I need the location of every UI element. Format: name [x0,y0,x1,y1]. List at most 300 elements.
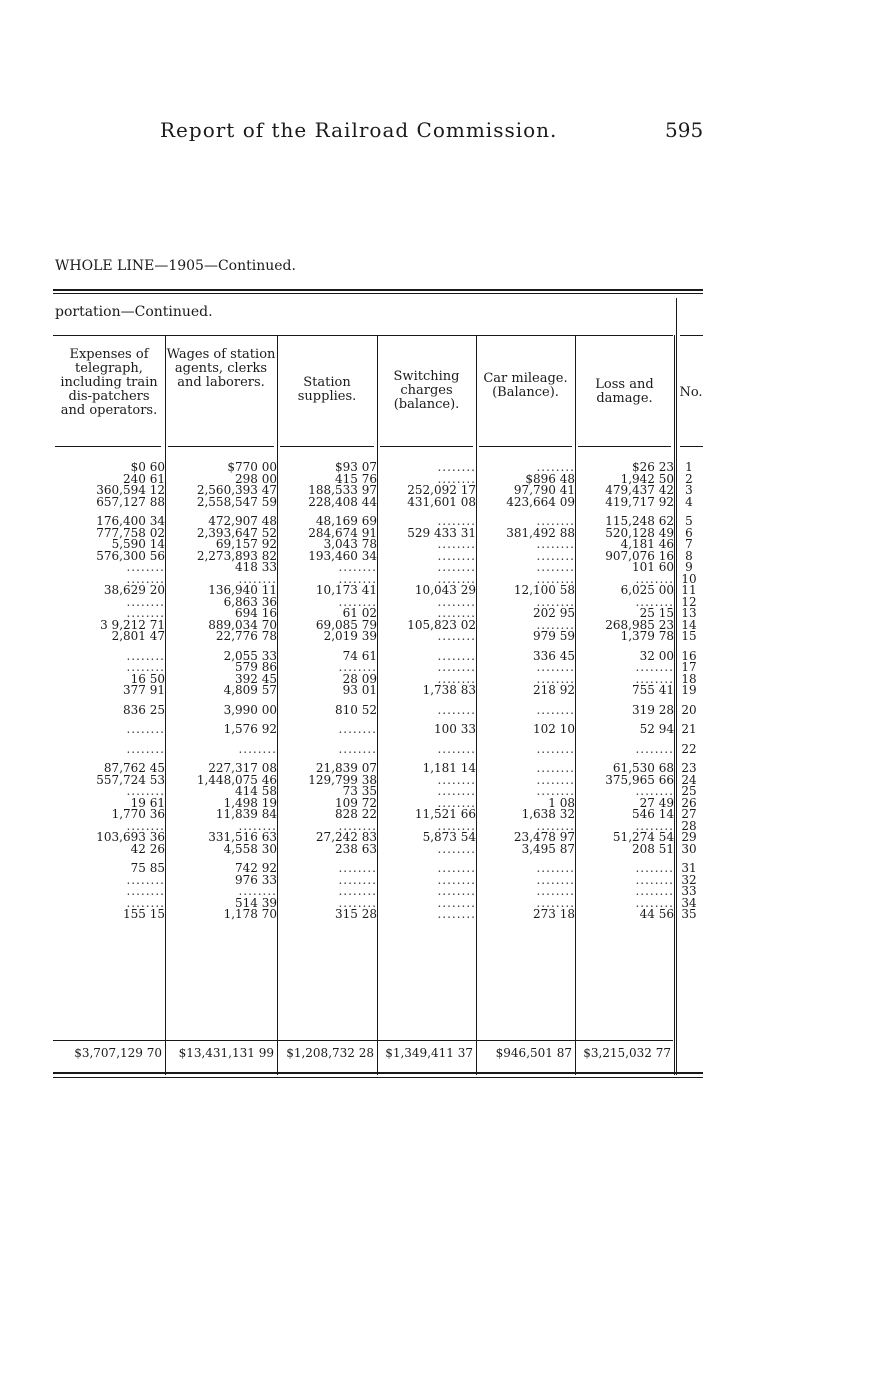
table-row [55,474,704,486]
table-cell: 51,274 54 [612,832,674,844]
row-number: 21 [681,724,697,736]
table-cell: ........ [437,596,476,608]
table-cell: ........ [536,704,575,716]
header-underline [479,446,572,447]
table-cell: ........ [437,631,476,643]
table-row [55,705,704,717]
table-cell: ........ [536,897,575,909]
table-row [55,651,704,663]
table-cell: 27 49 [639,797,674,809]
table-cell: 75 85 [130,863,165,875]
table-row [55,485,704,497]
table-cell: 22,776 78 [215,631,277,643]
table-row [55,798,704,810]
table-cell: 423,664 09 [506,496,575,508]
table-cell: ........ [437,843,476,855]
table-cell: ........ [536,550,575,562]
table-row [55,844,704,856]
table-cell: 87,762 45 [103,763,165,775]
table-cell: 2,393,647 52 [196,527,277,539]
table-cell: 115,248 62 [605,516,674,528]
row-number: 3 [685,485,693,497]
row-number: 26 [681,797,697,809]
column-header-switching: Switching charges (balance). [393,369,460,412]
table-row [55,685,704,697]
table-cell: 576,300 56 [96,550,165,562]
table-cell: 16 50 [130,673,165,685]
table-cell: ........ [238,743,277,755]
table-cell: 2,801 47 [111,631,165,643]
table-cell: ........ [437,550,476,562]
table-cell: 42 26 [130,843,165,855]
table-cell: 11,521 66 [414,809,476,821]
table-cell: 810 52 [335,704,377,716]
table-cell: ........ [238,820,277,832]
table-cell: 377 91 [123,685,165,697]
table-cell: 331,516 63 [208,832,277,844]
table-cell: 381,492 88 [506,527,575,539]
table-cell: 238 63 [335,843,377,855]
table-cell: ........ [635,863,674,875]
row-number: 34 [681,897,697,909]
table-cell: ........ [126,897,165,909]
table-cell: ........ [536,596,575,608]
total-telegraph: $3,707,129 70 [74,1046,162,1060]
table-cell: 1,498 19 [223,797,277,809]
table-cell: 4,558 30 [223,843,277,855]
table-row [55,886,704,898]
table-cell: 375,965 66 [605,774,674,786]
table-cell: 44 56 [639,909,674,921]
table-cell: 69,085 79 [315,619,377,631]
table-cell: 5,873 54 [422,832,476,844]
table-row [55,821,704,833]
column-header-car-mileage: Car mileage. (Balance). [483,371,568,400]
table-cell: ........ [536,516,575,528]
table-row [55,539,704,551]
table-cell: 73 35 [342,786,377,798]
table-cell: ........ [536,743,575,755]
row-number: 18 [681,673,697,685]
table-row [55,786,704,798]
row-number: 27 [681,809,697,821]
table-row [55,528,704,540]
table-cell: 360,594 12 [96,485,165,497]
table-cell: ........ [635,897,674,909]
row-spacer [55,755,704,763]
table-cell: 202 95 [533,608,575,620]
table-cell: 136,940 11 [208,585,277,597]
table-row [55,775,704,787]
table-cell: ........ [437,874,476,886]
table-row [55,909,704,921]
table-cell: ........ [437,473,476,485]
table-cell: 6,863 36 [223,596,277,608]
total-station-supplies: $1,208,732 28 [286,1046,374,1060]
data-table [55,462,704,921]
table-row [55,863,704,875]
table-cell: 976 33 [235,874,277,886]
table-cell: 268,985 23 [605,619,674,631]
table-cell: 1,638 32 [521,809,575,821]
table-cell: 836 25 [123,704,165,716]
table-cell: 1,770 36 [111,809,165,821]
table-cell: 5,590 14 [111,539,165,551]
table-cell: ........ [238,573,277,585]
table-cell: 4,181 46 [620,539,674,551]
table-row [55,516,704,528]
table-cell: 514 39 [235,897,277,909]
table-cell: 12,100 58 [513,585,575,597]
top-rule [53,289,703,291]
table-cell: 415 76 [335,473,377,485]
table-cell: 742 92 [235,863,277,875]
table-row [55,898,704,910]
total-loss-damage: $3,215,032 77 [583,1046,671,1060]
table-cell: 102 10 [533,724,575,736]
table-row [55,574,704,586]
column-header-no: No. [679,385,703,400]
table-cell: 3 9,212 71 [100,619,165,631]
table-cell: 25 15 [639,608,674,620]
table-cell: ........ [536,874,575,886]
table-cell: 418 33 [235,562,277,574]
table-cell: 657,127 88 [96,496,165,508]
table-cell: ........ [437,704,476,716]
row-number: 4 [685,496,693,508]
table-cell: 21,839 07 [315,763,377,775]
table-cell: ........ [338,743,377,755]
table-cell: 2,055 33 [223,650,277,662]
table-cell: 10,173 41 [315,585,377,597]
table-cell: 27,242 83 [315,832,377,844]
table-cell: ........ [338,662,377,674]
table-cell: ........ [437,863,476,875]
table-cell: ........ [635,573,674,585]
table-cell: ........ [536,820,575,832]
row-spacer [55,736,704,744]
row-number: 7 [685,539,693,551]
table-cell: ........ [437,608,476,620]
table-cell: ........ [635,662,674,674]
row-number: 14 [681,619,697,631]
table-cell: 93 01 [342,685,377,697]
table-row [55,662,704,674]
table-cell: $0 60 [130,462,165,474]
header-underline [168,446,274,447]
table-cell: ........ [437,673,476,685]
row-spacer [55,716,704,724]
table-cell: ........ [437,516,476,528]
table-cell: 252,092 17 [407,485,476,497]
table-cell: 61 02 [342,608,377,620]
table-cell: ........ [126,662,165,674]
table-cell: 319 28 [632,704,674,716]
running-header-title: Report of the Railroad Commission. [160,118,558,142]
table-cell: 529 433 31 [407,527,476,539]
row-number: 33 [681,886,697,898]
table-cell: 129,799 38 [308,774,377,786]
table-cell: ........ [536,673,575,685]
table-cell: ........ [437,462,476,474]
totals-rule [53,1040,673,1041]
table-cell: 315 28 [335,909,377,921]
table-cell: ........ [437,743,476,755]
table-cell: ........ [437,886,476,898]
table-cell: ........ [536,462,575,474]
row-number: 19 [681,685,697,697]
table-cell: 188,533 97 [308,485,377,497]
table-cell: ........ [338,874,377,886]
table-cell: ........ [437,786,476,798]
table-cell: 273 18 [533,909,575,921]
table-cell: 694 16 [235,608,277,620]
table-cell: ........ [536,863,575,875]
table-cell: 392 45 [235,673,277,685]
table-row [55,620,704,632]
table-cell: 193,460 34 [308,550,377,562]
bottom-rule-thin [53,1077,703,1078]
table-cell: 1 08 [548,797,575,809]
table-cell: 1,738 83 [422,685,476,697]
table-cell: ........ [338,573,377,585]
row-number: 32 [681,874,697,886]
table-cell: ........ [338,820,377,832]
table-cell: 103,693 36 [96,832,165,844]
column-header-station-supplies: Station supplies. [297,375,357,404]
table-cell: $93 07 [335,462,377,474]
table-cell: 336 45 [533,650,575,662]
row-number: 8 [685,550,693,562]
table-cell: ........ [126,786,165,798]
table-cell: 101 60 [632,562,674,574]
total-wages: $13,431,131 99 [178,1046,274,1060]
row-number: 16 [681,650,697,662]
column-header-telegraph: Expenses of telegraph, including train dis-patchers and operators. [60,347,158,418]
table-cell: ........ [536,662,575,674]
table-cell: ........ [338,596,377,608]
table-cell: ........ [126,562,165,574]
table-cell: ........ [126,608,165,620]
row-number: 29 [681,832,697,844]
row-spacer [55,508,704,516]
table-row [55,832,704,844]
table-cell: ........ [635,673,674,685]
table-cell: 472,907 48 [208,516,277,528]
table-cell: 109 72 [335,797,377,809]
row-number: 24 [681,774,697,786]
table-cell: ........ [437,573,476,585]
table-cell: 2,273,893 82 [196,550,277,562]
table-cell: ........ [126,743,165,755]
table-cell: ........ [338,897,377,909]
totals-row [55,1045,674,1061]
row-number: 15 [681,631,697,643]
table-cell: ........ [126,874,165,886]
table-cell: ........ [126,886,165,898]
row-number: 22 [681,743,697,755]
table-cell: ........ [536,562,575,574]
table-cell: 479,437 42 [605,485,674,497]
header-underline [55,446,161,447]
table-cell: 74 61 [342,650,377,662]
table-cell: 1,181 14 [422,763,476,775]
header-underline [578,446,671,447]
table-cell: 228,408 44 [308,496,377,508]
column-header-loss-damage: Loss and damage. [595,377,654,406]
table-cell: ........ [635,874,674,886]
table-cell: 52 94 [639,724,674,736]
table-cell: ........ [338,863,377,875]
table-cell: ........ [536,539,575,551]
table-cell: ........ [338,562,377,574]
table-cell: 2,558,547 59 [196,496,277,508]
table-cell: ........ [126,573,165,585]
table-cell: 208 51 [632,843,674,855]
table-cell: ........ [635,886,674,898]
table-cell: 218 92 [533,685,575,697]
row-number: 30 [681,843,697,855]
table-subtitle: WHOLE LINE—1905—Continued. [55,258,296,274]
table-cell: ........ [635,596,674,608]
table-cell: 557,724 53 [96,774,165,786]
bottom-rule [53,1072,703,1074]
table-cell: 1,178 70 [223,909,277,921]
table-cell: ........ [437,539,476,551]
table-cell: ........ [437,650,476,662]
table-cell: 3,990 00 [223,704,277,716]
table-row [55,674,704,686]
row-number: 35 [681,909,697,921]
table-row [55,809,704,821]
table-cell: 777,758 02 [96,527,165,539]
table-cell: 6,025 00 [620,585,674,597]
row-number: 6 [685,527,693,539]
table-cell: 176,400 34 [96,516,165,528]
table-cell: ........ [126,596,165,608]
table-cell: 414 58 [235,786,277,798]
table-cell: 1,448,075 46 [196,774,277,786]
table-row [55,724,704,736]
table-row [55,497,704,509]
table-row [55,631,704,643]
table-cell: ........ [536,886,575,898]
table-cell: 298 00 [235,473,277,485]
table-cell: 48,169 69 [315,516,377,528]
row-number: 31 [681,863,697,875]
table-cell: ........ [338,724,377,736]
table-cell: 100 33 [434,724,476,736]
table-cell: 105,823 02 [407,619,476,631]
table-cell: 1,942 50 [620,473,674,485]
table-cell: 97,790 41 [513,485,575,497]
table-cell: 155 15 [123,909,165,921]
table-row [55,462,704,474]
header-underline [680,446,703,447]
table-cell: ........ [635,786,674,798]
row-number: 17 [681,662,697,674]
table-row [55,585,704,597]
row-number: 1 [685,462,693,474]
table-cell: ........ [437,562,476,574]
table-cell: 10,043 29 [414,585,476,597]
total-car-mileage: $946,501 87 [495,1046,572,1060]
table-cell: ........ [536,573,575,585]
data-table-body [55,462,704,921]
table-cell: 23,478 97 [513,832,575,844]
row-spacer [55,697,704,705]
column-header-wages: Wages of station agents, clerks and laborers. [166,347,276,390]
table-cell: 431,601 08 [407,496,476,508]
row-number: 13 [681,608,697,620]
row-number: 12 [681,596,697,608]
table-cell: 3,043 78 [323,539,377,551]
table-cell: 32 00 [639,650,674,662]
row-number: 11 [681,585,697,597]
row-number: 25 [681,786,697,798]
table-cell: 227,317 08 [208,763,277,775]
table-cell: ........ [536,774,575,786]
table-cell: 19 61 [130,797,165,809]
row-number: 28 [681,820,697,832]
table-cell: $26 23 [632,462,674,474]
section-rule [53,335,673,336]
table-cell: ........ [437,909,476,921]
table-cell: 240 61 [123,473,165,485]
table-row [55,875,704,887]
table-cell: ........ [338,886,377,898]
table-cell: 38,629 20 [103,585,165,597]
section-title: portation—Continued. [55,304,213,320]
table-cell: ........ [536,786,575,798]
table-cell: 2,560,393 47 [196,485,277,497]
row-number: 23 [681,763,697,775]
table-cell: 3,495 87 [521,843,575,855]
table-cell: 284,674 91 [308,527,377,539]
table-row [55,597,704,609]
row-number: 9 [685,562,693,574]
table-cell: $770 00 [227,462,277,474]
row-number: 10 [681,573,697,585]
table-row [55,763,704,775]
table-cell: 1,576 92 [223,724,277,736]
table-row [55,744,704,756]
table-cell: ........ [536,763,575,775]
total-switching: $1,349,411 37 [385,1046,473,1060]
table-cell: $896 48 [525,473,575,485]
table-cell: ........ [238,886,277,898]
table-cell: 4,809 57 [223,685,277,697]
page-number: 595 [665,118,704,142]
table-cell: ........ [536,619,575,631]
table-cell: 419,717 92 [605,496,674,508]
header-underline [380,446,473,447]
row-spacer [55,643,704,651]
table-cell: 2,019 39 [323,631,377,643]
table-cell: 979 59 [533,631,575,643]
table-cell: 907,076 16 [605,550,674,562]
table-cell: 61,530 68 [612,763,674,775]
row-number: 20 [681,704,697,716]
table-cell: 28 09 [342,673,377,685]
table-cell: ........ [437,797,476,809]
header-underline [280,446,374,447]
table-cell: ........ [437,820,476,832]
table-cell: 546 14 [632,809,674,821]
table-cell: 520,128 49 [605,527,674,539]
table-cell: ........ [437,897,476,909]
table-cell: 828 22 [335,809,377,821]
